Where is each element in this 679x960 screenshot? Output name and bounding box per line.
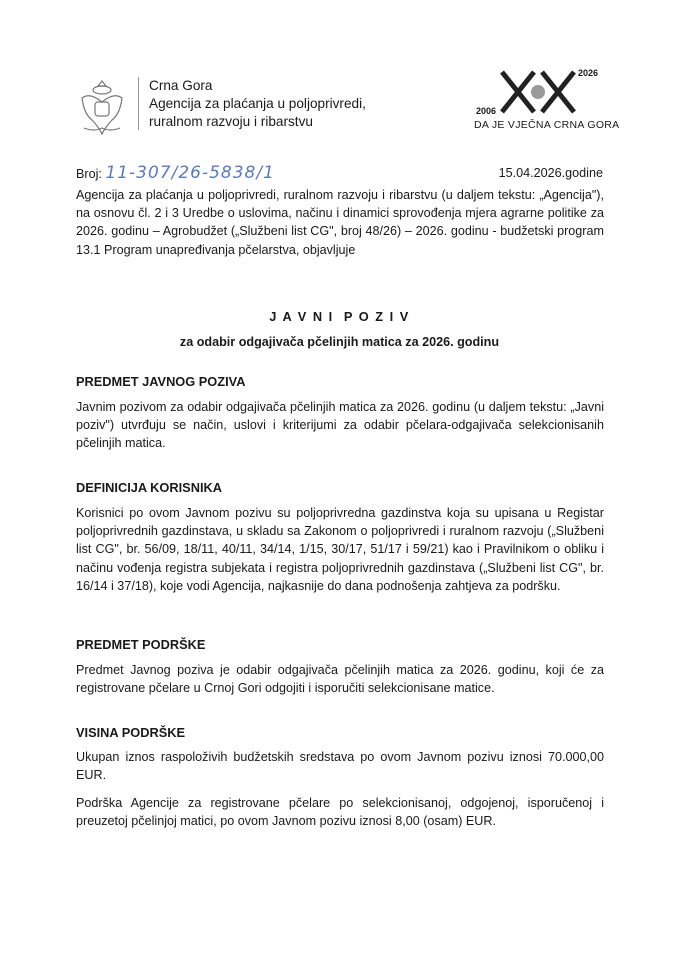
section-heading: DEFINICIJA KORISNIKA	[76, 480, 222, 495]
section-paragraph: Predmet Javnog poziva je odabir odgajivača pčelinjih matica za 2026. godinu, koji će za registrovane pčelare u Crnoj Gori odgojiti i isporučiti selekcionisane matice.	[76, 663, 604, 696]
logo-year-end: 2026	[578, 68, 599, 78]
coat-of-arms-icon	[76, 78, 128, 138]
intro-paragraph: Agencija za plaćanja u poljoprivredi, ruralnom razvoju i ribarstvu (u daljem tekstu: „Agencija"), na osnovu čl. 2 i 3 Uredbe o uslovima, načinu i dinamici sprovođenja mjera agrarne politike za 2026. godinu – Agrobudžet („Službeni list CG", broj 48/26) – 2026. godinu - budžetski program 13.1 Program unapređivanja pčelarstva, objavljuje	[76, 188, 604, 257]
agency-name-line1: Agencija za plaćanja u poljoprivredi,	[149, 95, 366, 111]
logo-year-start: 2006	[476, 106, 497, 116]
document-title: J A V N I P O Z I V	[269, 309, 410, 324]
handwritten-number: 11-307/26-5838/1	[105, 163, 275, 183]
number-label: Broj:	[76, 167, 102, 181]
document-subtitle: za odabir odgajivača pčelinjih matica za 2026. godinu	[179, 335, 500, 349]
section-paragraph: Korisnici po ovom Javnom pozivu su poljoprivredna gazdinstva koja su upisana u Registar poljoprivrednih gazdinstava, u skladu sa Zakonom o poljoprivredi i ruralnom razvoju („Službeni list CG", br. 56/09, 18/11, 40/11, 34/14, 1/15, 30/17, 51/17 i 59/21) kao i Pravilnikom o obliku i načinu vođenja registra subjekata i registra poljoprivrednih gazdinstava („Službeni list CG", br. 16/14 i 37/18), koje vodi Agencija, najkasnije do dana podnošenja zahtjeva za podršku.	[76, 506, 604, 593]
section-paragraph: Ukupan iznos raspoloživih budžetskih sredstava po ovom Javnom pozivu iznosi 70.000,00 EUR.	[76, 750, 604, 783]
section-heading: PREDMET PODRŠKE	[76, 637, 206, 652]
section-heading: PREDMET JAVNOG POZIVA	[76, 374, 246, 389]
document-date: 15.04.2026.godine	[498, 166, 603, 180]
section-heading: VISINA PODRŠKE	[76, 725, 186, 740]
anniversary-logo	[474, 66, 620, 136]
agency-header	[138, 77, 366, 130]
country-name: Crna Gora	[149, 78, 213, 93]
reference-number	[76, 163, 275, 183]
section-paragraph: Podrška Agencije za registrovane pčelare po selekcionisanoj, odgojenoj, isporučenoj i preuzetoj pčelinjoj matici, po ovom Javnom pozivu iznosi 8,00 (osam) EUR.	[76, 796, 604, 829]
logo-motto: DA JE VJEČNA CRNA GORA	[474, 119, 620, 131]
agency-name-line2: ruralnom razvoju i ribarstvu	[149, 113, 313, 129]
section-paragraph: Javnim pozivom za odabir odgajivača pčelinjih matica za 2026. godinu (u daljem tekstu: „Javni poziv") utvrđuju se način, uslovi i kriterijumi za odabir pčelara-odgajivača selekcionisanih pčelinjih matica.	[76, 400, 604, 451]
